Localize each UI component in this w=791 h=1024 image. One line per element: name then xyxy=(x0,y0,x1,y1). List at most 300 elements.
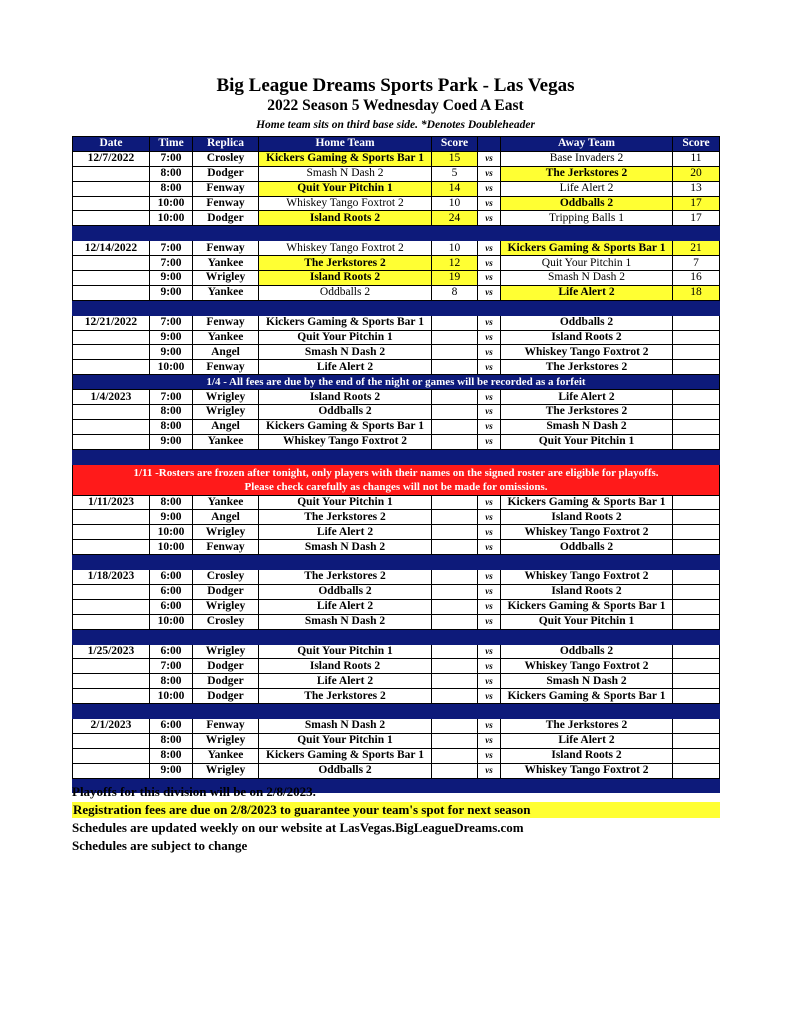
away-score xyxy=(673,689,720,704)
home-team: Kickers Gaming & Sports Bar 1 xyxy=(259,748,432,763)
away-score xyxy=(673,570,720,585)
field-replica: Fenway xyxy=(193,540,259,555)
field-replica: Yankee xyxy=(193,434,259,449)
home-team: Quit Your Pitchin 1 xyxy=(259,330,432,345)
week-separator-row xyxy=(73,449,720,464)
game-row xyxy=(73,495,720,510)
game-date xyxy=(73,405,150,420)
away-team: Oddballs 2 xyxy=(501,540,673,555)
away-score xyxy=(673,614,720,629)
game-date xyxy=(73,510,150,525)
away-score xyxy=(673,390,720,405)
vs-label: vs xyxy=(478,689,501,704)
game-row xyxy=(73,315,720,330)
game-time: 10:00 xyxy=(150,211,193,226)
home-team: The Jerkstores 2 xyxy=(259,689,432,704)
subject-to-change-note: Schedules are subject to change xyxy=(72,838,248,853)
game-time: 9:00 xyxy=(150,285,193,300)
home-score xyxy=(432,763,478,778)
registration-note: Registration fees are due on 2/8/2023 to guarantee your team's spot for next season xyxy=(72,802,720,818)
vs-label: vs xyxy=(478,599,501,614)
game-time: 10:00 xyxy=(150,196,193,211)
away-score xyxy=(673,599,720,614)
schedule-body xyxy=(73,151,720,793)
season-subtitle: 2022 Season 5 Wednesday Coed A East xyxy=(267,97,524,114)
game-row xyxy=(73,718,720,733)
game-row xyxy=(73,763,720,778)
game-time: 10:00 xyxy=(150,360,193,375)
game-row xyxy=(73,659,720,674)
home-score xyxy=(432,434,478,449)
away-team: Life Alert 2 xyxy=(501,733,673,748)
away-team: Oddballs 2 xyxy=(501,644,673,659)
field-replica: Yankee xyxy=(193,285,259,300)
vs-label: vs xyxy=(478,330,501,345)
game-date: 12/14/2022 xyxy=(73,241,150,256)
game-row xyxy=(73,285,720,300)
home-team: Smash N Dash 2 xyxy=(259,540,432,555)
game-row xyxy=(73,271,720,286)
game-row xyxy=(73,570,720,585)
away-score: 21 xyxy=(673,241,720,256)
separator-cell xyxy=(73,226,720,241)
col-header-home-score: Score xyxy=(432,137,478,152)
home-team: Kickers Gaming & Sports Bar 1 xyxy=(259,419,432,434)
home-score: 8 xyxy=(432,285,478,300)
away-score xyxy=(673,718,720,733)
vs-label: vs xyxy=(478,659,501,674)
game-time: 10:00 xyxy=(150,614,193,629)
away-score xyxy=(673,525,720,540)
home-score: 5 xyxy=(432,166,478,181)
away-team: Whiskey Tango Foxtrot 2 xyxy=(501,525,673,540)
game-time: 8:00 xyxy=(150,495,193,510)
roster-freeze-notice xyxy=(73,464,720,495)
field-replica: Dodger xyxy=(193,689,259,704)
vs-label: vs xyxy=(478,540,501,555)
home-score xyxy=(432,584,478,599)
away-team: Whiskey Tango Foxtrot 2 xyxy=(501,570,673,585)
col-header-away-score: Score xyxy=(673,137,720,152)
game-time: 9:00 xyxy=(150,345,193,360)
roster-freeze-notice-row xyxy=(73,464,720,495)
home-team: Life Alert 2 xyxy=(259,599,432,614)
roster-freeze-line-2: Please check carefully as changes will not be made for omissions. xyxy=(244,480,548,493)
away-team: Island Roots 2 xyxy=(501,330,673,345)
away-team: Smash N Dash 2 xyxy=(501,419,673,434)
game-time: 9:00 xyxy=(150,330,193,345)
table-header-row xyxy=(73,137,720,152)
game-date xyxy=(73,748,150,763)
away-team: The Jerkstores 2 xyxy=(501,718,673,733)
separator-cell xyxy=(73,555,720,570)
vs-label: vs xyxy=(478,763,501,778)
field-replica: Fenway xyxy=(193,196,259,211)
home-team-note: Home team sits on third base side. *Denotes Doubleheader xyxy=(256,119,535,131)
col-header-replica: Replica xyxy=(193,137,259,152)
away-team: Oddballs 2 xyxy=(501,315,673,330)
field-replica: Wrigley xyxy=(193,599,259,614)
week-separator-row xyxy=(73,226,720,241)
game-row xyxy=(73,256,720,271)
home-team: Quit Your Pitchin 1 xyxy=(259,181,432,196)
game-time: 6:00 xyxy=(150,644,193,659)
away-score: 17 xyxy=(673,196,720,211)
vs-label: vs xyxy=(478,674,501,689)
game-date xyxy=(73,614,150,629)
vs-label: vs xyxy=(478,584,501,599)
home-team: Island Roots 2 xyxy=(259,390,432,405)
away-score xyxy=(673,659,720,674)
away-score: 18 xyxy=(673,285,720,300)
game-time: 7:00 xyxy=(150,241,193,256)
away-team: Base Invaders 2 xyxy=(501,151,673,166)
home-team: Smash N Dash 2 xyxy=(259,345,432,360)
home-score xyxy=(432,540,478,555)
field-replica: Dodger xyxy=(193,584,259,599)
away-score xyxy=(673,644,720,659)
game-time: 7:00 xyxy=(150,256,193,271)
vs-label: vs xyxy=(478,495,501,510)
game-time: 10:00 xyxy=(150,540,193,555)
home-score xyxy=(432,315,478,330)
away-score: 16 xyxy=(673,271,720,286)
home-score xyxy=(432,525,478,540)
game-date xyxy=(73,659,150,674)
home-team: Island Roots 2 xyxy=(259,211,432,226)
away-score xyxy=(673,434,720,449)
vs-label: vs xyxy=(478,196,501,211)
away-team: Island Roots 2 xyxy=(501,510,673,525)
away-team: Whiskey Tango Foxtrot 2 xyxy=(501,345,673,360)
game-time: 7:00 xyxy=(150,659,193,674)
field-replica: Wrigley xyxy=(193,733,259,748)
page-title: Big League Dreams Sports Park - Las Vegas xyxy=(216,75,575,96)
game-row xyxy=(73,674,720,689)
vs-label: vs xyxy=(478,405,501,420)
game-date xyxy=(73,330,150,345)
field-replica: Crosley xyxy=(193,570,259,585)
game-date xyxy=(73,689,150,704)
home-score xyxy=(432,405,478,420)
away-team: Whiskey Tango Foxtrot 2 xyxy=(501,659,673,674)
vs-label: vs xyxy=(478,510,501,525)
separator-cell xyxy=(73,300,720,315)
game-time: 10:00 xyxy=(150,525,193,540)
field-replica: Angel xyxy=(193,345,259,360)
game-date xyxy=(73,540,150,555)
game-time: 8:00 xyxy=(150,748,193,763)
home-score: 12 xyxy=(432,256,478,271)
game-row xyxy=(73,510,720,525)
home-team: Kickers Gaming & Sports Bar 1 xyxy=(259,315,432,330)
field-replica: Dodger xyxy=(193,211,259,226)
away-team: Island Roots 2 xyxy=(501,748,673,763)
home-score: 24 xyxy=(432,211,478,226)
schedule-table xyxy=(72,136,720,793)
game-time: 6:00 xyxy=(150,584,193,599)
away-score: 17 xyxy=(673,211,720,226)
home-score: 14 xyxy=(432,181,478,196)
game-time: 8:00 xyxy=(150,166,193,181)
vs-label: vs xyxy=(478,614,501,629)
week-separator-row xyxy=(73,704,720,719)
home-score xyxy=(432,330,478,345)
home-score xyxy=(432,510,478,525)
home-team: Smash N Dash 2 xyxy=(259,166,432,181)
home-team: Life Alert 2 xyxy=(259,674,432,689)
game-date xyxy=(73,211,150,226)
away-team: Life Alert 2 xyxy=(501,181,673,196)
vs-label: vs xyxy=(478,525,501,540)
vs-label: vs xyxy=(478,211,501,226)
field-replica: Wrigley xyxy=(193,763,259,778)
field-replica: Dodger xyxy=(193,659,259,674)
game-row xyxy=(73,540,720,555)
home-score xyxy=(432,599,478,614)
vs-label: vs xyxy=(478,718,501,733)
game-date xyxy=(73,599,150,614)
game-row xyxy=(73,419,720,434)
away-score xyxy=(673,405,720,420)
game-row xyxy=(73,181,720,196)
playoffs-note: Playoffs for this division will be on 2/8/2023. xyxy=(72,784,316,799)
home-score xyxy=(432,659,478,674)
game-time: 8:00 xyxy=(150,181,193,196)
away-team: The Jerkstores 2 xyxy=(501,166,673,181)
game-row xyxy=(73,360,720,375)
game-date: 12/21/2022 xyxy=(73,315,150,330)
home-score xyxy=(432,360,478,375)
vs-label: vs xyxy=(478,733,501,748)
vs-label: vs xyxy=(478,419,501,434)
home-score xyxy=(432,419,478,434)
away-score xyxy=(673,540,720,555)
field-replica: Fenway xyxy=(193,181,259,196)
away-team: Kickers Gaming & Sports Bar 1 xyxy=(501,241,673,256)
game-date xyxy=(73,345,150,360)
away-team: Quit Your Pitchin 1 xyxy=(501,614,673,629)
game-date xyxy=(73,674,150,689)
away-team: Kickers Gaming & Sports Bar 1 xyxy=(501,599,673,614)
game-date: 12/7/2022 xyxy=(73,151,150,166)
away-score: 11 xyxy=(673,151,720,166)
fees-notice-row xyxy=(73,375,720,390)
game-row xyxy=(73,584,720,599)
field-replica: Dodger xyxy=(193,674,259,689)
field-replica: Yankee xyxy=(193,256,259,271)
game-row xyxy=(73,166,720,181)
field-replica: Yankee xyxy=(193,330,259,345)
home-team: The Jerkstores 2 xyxy=(259,510,432,525)
away-score xyxy=(673,419,720,434)
field-replica: Fenway xyxy=(193,241,259,256)
field-replica: Crosley xyxy=(193,151,259,166)
home-score xyxy=(432,345,478,360)
home-team: Oddballs 2 xyxy=(259,763,432,778)
home-team: Smash N Dash 2 xyxy=(259,614,432,629)
home-team: Island Roots 2 xyxy=(259,659,432,674)
field-replica: Yankee xyxy=(193,495,259,510)
away-score xyxy=(673,733,720,748)
game-row xyxy=(73,345,720,360)
game-row xyxy=(73,196,720,211)
game-date xyxy=(73,360,150,375)
field-replica: Dodger xyxy=(193,166,259,181)
home-team: Oddballs 2 xyxy=(259,405,432,420)
away-score xyxy=(673,674,720,689)
home-team: Whiskey Tango Foxtrot 2 xyxy=(259,196,432,211)
game-row xyxy=(73,241,720,256)
field-replica: Wrigley xyxy=(193,525,259,540)
away-score xyxy=(673,330,720,345)
game-row xyxy=(73,390,720,405)
week-separator-row xyxy=(73,629,720,644)
away-team: Kickers Gaming & Sports Bar 1 xyxy=(501,689,673,704)
game-time: 8:00 xyxy=(150,405,193,420)
home-team: Quit Your Pitchin 1 xyxy=(259,733,432,748)
vs-label: vs xyxy=(478,256,501,271)
game-row xyxy=(73,434,720,449)
away-team: Tripping Balls 1 xyxy=(501,211,673,226)
game-time: 9:00 xyxy=(150,510,193,525)
game-time: 9:00 xyxy=(150,763,193,778)
away-team: Life Alert 2 xyxy=(501,285,673,300)
vs-label: vs xyxy=(478,271,501,286)
home-team: Life Alert 2 xyxy=(259,360,432,375)
field-replica: Wrigley xyxy=(193,405,259,420)
vs-label: vs xyxy=(478,181,501,196)
game-time: 9:00 xyxy=(150,271,193,286)
home-score xyxy=(432,614,478,629)
game-date xyxy=(73,419,150,434)
game-row xyxy=(73,330,720,345)
week-separator-row xyxy=(73,300,720,315)
game-row xyxy=(73,525,720,540)
field-replica: Fenway xyxy=(193,360,259,375)
game-row xyxy=(73,151,720,166)
away-team: The Jerkstores 2 xyxy=(501,360,673,375)
game-row xyxy=(73,405,720,420)
vs-label: vs xyxy=(478,151,501,166)
vs-label: vs xyxy=(478,570,501,585)
game-row xyxy=(73,689,720,704)
home-team: Island Roots 2 xyxy=(259,271,432,286)
col-header-date: Date xyxy=(73,137,150,152)
vs-label: vs xyxy=(478,285,501,300)
game-date xyxy=(73,525,150,540)
away-team: Kickers Gaming & Sports Bar 1 xyxy=(501,495,673,510)
home-score xyxy=(432,748,478,763)
home-team: Oddballs 2 xyxy=(259,584,432,599)
away-score: 20 xyxy=(673,166,720,181)
vs-label: vs xyxy=(478,748,501,763)
game-time: 7:00 xyxy=(150,315,193,330)
away-score xyxy=(673,360,720,375)
roster-freeze-line-1: 1/11 -Rosters are frozen after tonight, only players with their names on the signed roster are eligible for playoffs. xyxy=(133,466,659,479)
away-team: Smash N Dash 2 xyxy=(501,271,673,286)
game-date xyxy=(73,181,150,196)
home-team: Quit Your Pitchin 1 xyxy=(259,495,432,510)
game-time: 6:00 xyxy=(150,599,193,614)
field-replica: Yankee xyxy=(193,748,259,763)
home-score xyxy=(432,718,478,733)
vs-label: vs xyxy=(478,241,501,256)
game-date: 2/1/2023 xyxy=(73,718,150,733)
game-date xyxy=(73,763,150,778)
game-date xyxy=(73,166,150,181)
game-date xyxy=(73,584,150,599)
col-header-vs xyxy=(478,137,501,152)
away-score xyxy=(673,763,720,778)
home-team: The Jerkstores 2 xyxy=(259,256,432,271)
away-team: Whiskey Tango Foxtrot 2 xyxy=(501,763,673,778)
game-date xyxy=(73,271,150,286)
home-score: 10 xyxy=(432,196,478,211)
game-date: 1/11/2023 xyxy=(73,495,150,510)
game-time: 6:00 xyxy=(150,718,193,733)
home-team: Oddballs 2 xyxy=(259,285,432,300)
home-team: The Jerkstores 2 xyxy=(259,570,432,585)
home-team: Whiskey Tango Foxtrot 2 xyxy=(259,241,432,256)
away-team: Quit Your Pitchin 1 xyxy=(501,256,673,271)
home-score xyxy=(432,570,478,585)
field-replica: Fenway xyxy=(193,315,259,330)
away-team: Life Alert 2 xyxy=(501,390,673,405)
field-replica: Angel xyxy=(193,510,259,525)
separator-cell xyxy=(73,629,720,644)
away-score xyxy=(673,315,720,330)
away-score xyxy=(673,345,720,360)
field-replica: Fenway xyxy=(193,718,259,733)
home-team: Life Alert 2 xyxy=(259,525,432,540)
game-time: 8:00 xyxy=(150,733,193,748)
game-date xyxy=(73,196,150,211)
game-row xyxy=(73,211,720,226)
home-team: Whiskey Tango Foxtrot 2 xyxy=(259,434,432,449)
vs-label: vs xyxy=(478,360,501,375)
game-date: 1/4/2023 xyxy=(73,390,150,405)
game-date xyxy=(73,733,150,748)
game-date xyxy=(73,434,150,449)
game-time: 8:00 xyxy=(150,419,193,434)
game-time: 7:00 xyxy=(150,390,193,405)
home-score: 15 xyxy=(432,151,478,166)
away-score xyxy=(673,510,720,525)
game-date: 1/18/2023 xyxy=(73,570,150,585)
away-team: Oddballs 2 xyxy=(501,196,673,211)
home-score xyxy=(432,733,478,748)
game-row xyxy=(73,733,720,748)
away-team: Quit Your Pitchin 1 xyxy=(501,434,673,449)
away-score xyxy=(673,495,720,510)
field-replica: Wrigley xyxy=(193,390,259,405)
game-date: 1/25/2023 xyxy=(73,644,150,659)
away-score xyxy=(673,584,720,599)
game-row xyxy=(73,748,720,763)
field-replica: Wrigley xyxy=(193,644,259,659)
vs-label: vs xyxy=(478,315,501,330)
home-score: 10 xyxy=(432,241,478,256)
home-score xyxy=(432,644,478,659)
game-row xyxy=(73,614,720,629)
vs-label: vs xyxy=(478,644,501,659)
away-team: Smash N Dash 2 xyxy=(501,674,673,689)
home-team: Smash N Dash 2 xyxy=(259,718,432,733)
field-replica: Crosley xyxy=(193,614,259,629)
week-separator-row xyxy=(73,555,720,570)
game-time: 9:00 xyxy=(150,434,193,449)
